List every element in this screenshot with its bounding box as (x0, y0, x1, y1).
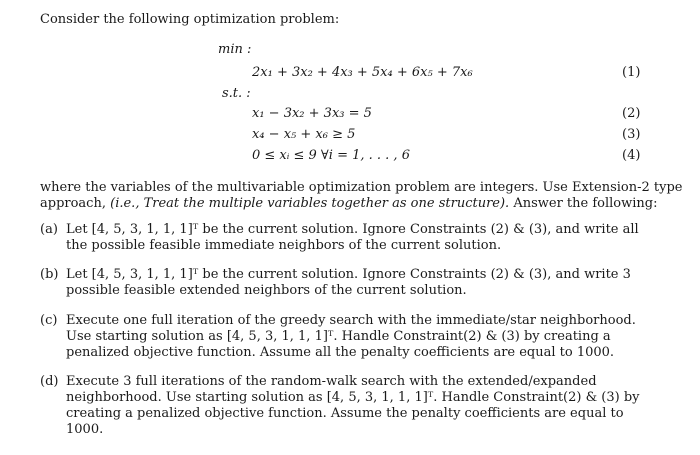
description-line-1: where the variables of the multivariable optimization problem are integers. Use Extension-2 type (40, 180, 683, 195)
description-line-2 (40, 196, 658, 212)
description-tail: Answer the following: (513, 196, 658, 211)
part-label: (c) (40, 313, 58, 328)
description-plain: approach, (40, 196, 106, 211)
part-text: Execute one full iteration of the greedy search with the immediate/star neighborhood. Use starting solution as [4, 5, 3, 1, 1, 1]ᵀ. Handle Constraint(2) & (3) by creating a penalized objective function. Assume all the penalty coefficients are equal to 1000. (66, 313, 636, 360)
constraint-expression: 0 ≤ xᵢ ≤ 9 ∀i = 1, . . . , 6 (252, 148, 410, 163)
part-text: Let [4, 5, 3, 1, 1, 1]ᵀ be the current solution. Ignore Constraints (2) & (3), and write 3 possible feasible extended neighbors of the current solution. (66, 267, 631, 298)
question-part-a (40, 222, 648, 254)
intro-text: Consider the following optimization problem: (40, 12, 340, 27)
part-label: (a) (40, 222, 58, 237)
description-italic: (i.e., Treat the multiple variables together as one structure). (110, 196, 510, 211)
question-part-b (40, 267, 648, 299)
question-part-d (40, 374, 648, 438)
part-label: (b) (40, 267, 59, 282)
part-text: Execute 3 full iterations of the random-walk search with the extended/expanded neighborhood. Use starting solution as [4, 5, 3, 1, 1, 1]ᵀ. Handle Constraint(2) & (3) by creating a penalized objective function. Assume the penalty coefficients are equal to 1000. (66, 374, 640, 437)
equation-number: (1) (622, 65, 641, 80)
equation-number: (2) (622, 106, 641, 121)
equation-number: (3) (622, 127, 641, 142)
constraint-expression: x₄ − x₅ + x₆ ≥ 5 (252, 127, 356, 142)
part-label: (d) (40, 374, 59, 389)
min-label: min : (218, 42, 252, 57)
st-label: s.t. : (222, 86, 251, 101)
constraint-expression: x₁ − 3x₂ + 3x₃ = 5 (252, 106, 372, 121)
part-text: Let [4, 5, 3, 1, 1, 1]ᵀ be the current solution. Ignore Constraints (2) & (3), and write all the possible feasible immediate neighbors of the current solution. (66, 222, 639, 253)
objective-function: 2x₁ + 3x₂ + 4x₃ + 5x₄ + 6x₅ + 7x₆ (252, 65, 473, 80)
equation-number: (4) (622, 148, 641, 163)
question-part-c (40, 313, 648, 361)
